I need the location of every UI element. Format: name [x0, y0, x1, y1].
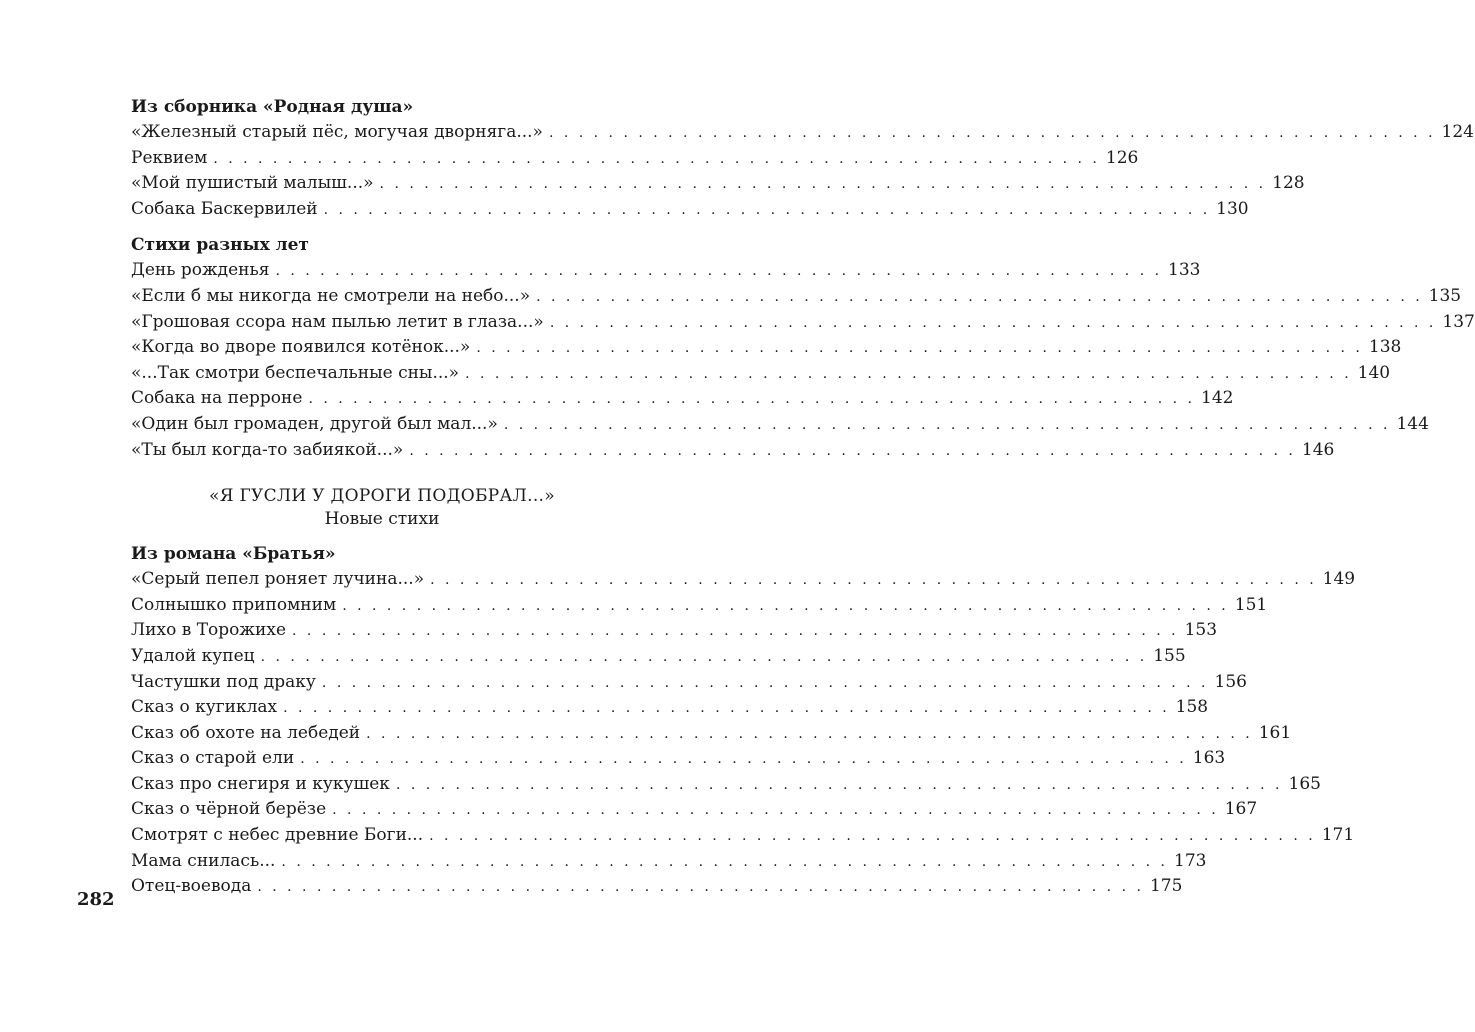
toc-entry: [131, 120, 1474, 146]
entry-page: 161: [1258, 722, 1292, 743]
entry-title: Смотрят с небес древние Боги...: [131, 825, 424, 846]
entry-page: 173: [1174, 850, 1207, 871]
entry-title: Частушки под драку: [131, 671, 316, 692]
dot-leader: . . . . . . . . . . . . . . . . . . . . . . . . . . . . . . . . . . . . . . . . . . . . . . . . . . . . . . . . . . . .: [429, 828, 1316, 845]
section-heading: Стихи разных лет: [131, 235, 309, 256]
entry-title: «Один был громаден, другой был мал...»: [131, 413, 498, 434]
entry-page: 165: [1288, 773, 1321, 794]
entry-title: Сказ об охоте на лебедей: [131, 722, 361, 743]
entry-title: Собака Баскервилей: [131, 198, 318, 219]
toc-entry: [131, 644, 1186, 670]
entry-title: «Серый пепел роняет лучина...»: [131, 569, 425, 590]
toc-entry: [131, 258, 1201, 284]
entry-title: Реквием: [131, 147, 208, 168]
part-heading: [131, 485, 627, 531]
entry-page: 137: [1442, 311, 1475, 332]
dot-leader: . . . . . . . . . . . . . . . . . . . . . . . . . . . . . . . . . . . . . . . . . . . . . . . . . . . . . . . . . . . .: [536, 288, 1423, 305]
entry-page: 163: [1192, 748, 1226, 769]
dot-leader: . . . . . . . . . . . . . . . . . . . . . . . . . . . . . . . . . . . . . . . . . . . . . . . . . . . . . . . . . . . .: [323, 201, 1211, 218]
dot-leader: . . . . . . . . . . . . . . . . . . . . . . . . . . . . . . . . . . . . . . . . . . . . . . . . . . . . . . . . . . . .: [430, 572, 1317, 589]
toc-entry: [131, 670, 1247, 696]
entry-title: «Если б мы никогда не смотрели на небо...»: [131, 285, 531, 306]
dot-leader: . . . . . . . . . . . . . . . . . . . . . . . . . . . . . . . . . . . . . . . . . . . . . . . . . . . . . . . . . . . .: [379, 176, 1267, 193]
toc-entry: [131, 438, 1335, 464]
dot-leader: . . . . . . . . . . . . . . . . . . . . . . . . . . . . . . . . . . . . . . . . . . . . . . . . . . . . . . . . . . . .: [503, 416, 1391, 433]
entry-title: День рожденья: [131, 260, 270, 281]
entry-title: Отец-воевода: [131, 876, 252, 897]
part-subtitle: Новые стихи: [324, 509, 440, 530]
dot-leader: . . . . . . . . . . . . . . . . . . . . . . . . . . . . . . . . . . . . . . . . . . . . . . . . . . . . . . . . . . . .: [476, 340, 1363, 357]
dot-leader: . . . . . . . . . . . . . . . . . . . . . . . . . . . . . . . . . . . . . . . . . . . . . . . . . . . . . . . . . . . .: [366, 725, 1253, 742]
entry-page: 156: [1214, 671, 1247, 692]
toc-entry: [131, 618, 1218, 644]
entry-page: 146: [1301, 439, 1335, 460]
entry-page: 175: [1149, 876, 1183, 897]
entry-title: «...Так смотри беспечальные сны...»: [131, 362, 460, 383]
toc-entry: [131, 849, 1207, 875]
part-title: «Я ГУСЛИ У ДОРОГИ ПОДОБРАЛ...»: [209, 486, 555, 507]
entry-page: 144: [1396, 413, 1429, 434]
entry-page: 151: [1234, 594, 1268, 615]
toc-entry: [131, 721, 1292, 747]
entry-title: «Ты был когда-то забиякой...»: [131, 439, 404, 460]
entry-page: 155: [1153, 645, 1186, 666]
entry-title: Солнышко припомним: [131, 594, 337, 615]
entry-title: «Грошовая ссора нам пылью летит в глаза...»: [131, 311, 544, 332]
entry-title: Сказ о чёрной берёзе: [131, 799, 327, 820]
entry-page: 171: [1321, 825, 1355, 846]
entry-page: 130: [1216, 198, 1249, 219]
dot-leader: . . . . . . . . . . . . . . . . . . . . . . . . . . . . . . . . . . . . . . . . . . . . . . . . . . . . . . . . . . . .: [281, 853, 1168, 870]
toc-entry: [131, 695, 1209, 721]
toc-entry: [131, 197, 1249, 223]
dot-leader: . . . . . . . . . . . . . . . . . . . . . . . . . . . . . . . . . . . . . . . . . . . . . . . . . . . . . . . . . . . .: [260, 648, 1148, 665]
toc-entry: [131, 567, 1356, 593]
dot-leader: . . . . . . . . . . . . . . . . . . . . . . . . . . . . . . . . . . . . . . . . . . . . . . . . . . . . . . . . . . . .: [275, 263, 1163, 280]
toc-entry: [131, 335, 1402, 361]
toc-entry: [131, 171, 1305, 197]
section-heading: Из романа «Братья»: [131, 544, 336, 565]
dot-leader: . . . . . . . . . . . . . . . . . . . . . . . . . . . . . . . . . . . . . . . . . . . . . . . . . . . . . . . . . . . .: [283, 700, 1170, 717]
toc-section-stikhi-raznykh-let: [131, 232, 1475, 463]
entry-page: 149: [1322, 569, 1356, 590]
spacer: [131, 531, 627, 541]
dot-leader: . . . . . . . . . . . . . . . . . . . . . . . . . . . . . . . . . . . . . . . . . . . . . . . . . . . . . . . . . . . .: [395, 776, 1283, 793]
toc-entry: [131, 361, 1391, 387]
entry-title: Собака на перроне: [131, 388, 303, 409]
page-number: 282: [77, 889, 115, 910]
toc-entry: [131, 797, 1258, 823]
toc-entry: [131, 593, 1268, 619]
entry-page: 140: [1357, 362, 1391, 383]
dot-leader: . . . . . . . . . . . . . . . . . . . . . . . . . . . . . . . . . . . . . . . . . . . . . . . . . . . . . . . . . . . .: [332, 802, 1219, 819]
dot-leader: . . . . . . . . . . . . . . . . . . . . . . . . . . . . . . . . . . . . . . . . . . . . . . . . . . . . . . . . . . . .: [292, 623, 1179, 640]
dot-leader: . . . . . . . . . . . . . . . . . . . . . . . . . . . . . . . . . . . . . . . . . . . . . . . . . . . . . . . . . . . .: [548, 125, 1436, 141]
toc-entry: [131, 412, 1429, 438]
dot-leader: . . . . . . . . . . . . . . . . . . . . . . . . . . . . . . . . . . . . . . . . . . . . . . . . . . . . . . . . . . . .: [213, 150, 1100, 167]
toc-entry: [131, 746, 1226, 772]
entry-page: 158: [1175, 697, 1209, 718]
toc-section-rodnaya-dusha: [131, 94, 1474, 222]
entry-page: 138: [1368, 337, 1402, 358]
toc-entry: [131, 772, 1321, 798]
entry-page: 167: [1224, 799, 1258, 820]
entry-page: 153: [1184, 620, 1218, 641]
dot-leader: . . . . . . . . . . . . . . . . . . . . . . . . . . . . . . . . . . . . . . . . . . . . . . . . . . . . . . . . . . . .: [257, 879, 1144, 896]
entry-page: 142: [1201, 388, 1234, 409]
toc-entry: [131, 284, 1462, 310]
toc-entry: [131, 310, 1475, 336]
entry-page: 128: [1272, 173, 1305, 194]
dot-leader: . . . . . . . . . . . . . . . . . . . . . . . . . . . . . . . . . . . . . . . . . . . . . . . . . . . . . . . . . . . .: [342, 597, 1229, 614]
dot-leader: . . . . . . . . . . . . . . . . . . . . . . . . . . . . . . . . . . . . . . . . . . . . . . . . . . . . . . . . . . . .: [308, 391, 1196, 408]
toc-entry: [131, 874, 1183, 900]
entry-title: Мама снилась...: [131, 850, 276, 871]
table-of-contents: [131, 94, 1475, 900]
section-heading: Из сборника «Родная душа»: [131, 97, 414, 117]
entry-page: 124: [1441, 122, 1474, 142]
entry-title: Сказ о старой ели: [131, 748, 295, 769]
toc-entry: [131, 386, 1234, 412]
toc-entry: [131, 146, 1139, 172]
toc-section-bratya: [131, 541, 1356, 900]
entry-title: Сказ про снегиря и кукушек: [131, 773, 390, 794]
dot-leader: . . . . . . . . . . . . . . . . . . . . . . . . . . . . . . . . . . . . . . . . . . . . . . . . . . . . . . . . . . . .: [465, 365, 1352, 382]
entry-page: 135: [1428, 285, 1462, 306]
dot-leader: . . . . . . . . . . . . . . . . . . . . . . . . . . . . . . . . . . . . . . . . . . . . . . . . . . . . . . . . . . . .: [549, 314, 1437, 331]
spacer: [131, 463, 627, 485]
entry-title: Удалой купец: [131, 645, 255, 666]
toc-entry: [131, 823, 1355, 849]
entry-title: «Когда во дворе появился котёнок...»: [131, 337, 471, 358]
entry-page: 126: [1105, 147, 1139, 168]
dot-leader: . . . . . . . . . . . . . . . . . . . . . . . . . . . . . . . . . . . . . . . . . . . . . . . . . . . . . . . . . . . .: [409, 442, 1296, 459]
dot-leader: . . . . . . . . . . . . . . . . . . . . . . . . . . . . . . . . . . . . . . . . . . . . . . . . . . . . . . . . . . . .: [321, 674, 1209, 691]
spacer: [131, 222, 627, 232]
entry-title: Сказ о кугиклах: [131, 697, 278, 718]
entry-title: Лихо в Торожихе: [131, 620, 287, 641]
dot-leader: . . . . . . . . . . . . . . . . . . . . . . . . . . . . . . . . . . . . . . . . . . . . . . . . . . . . . . . . . . . .: [300, 751, 1187, 768]
entry-title: «Мой пушистый малыш...»: [131, 173, 374, 194]
entry-title: «Железный старый пёс, могучая дворняга...»: [131, 122, 543, 142]
entry-page: 133: [1168, 260, 1201, 281]
